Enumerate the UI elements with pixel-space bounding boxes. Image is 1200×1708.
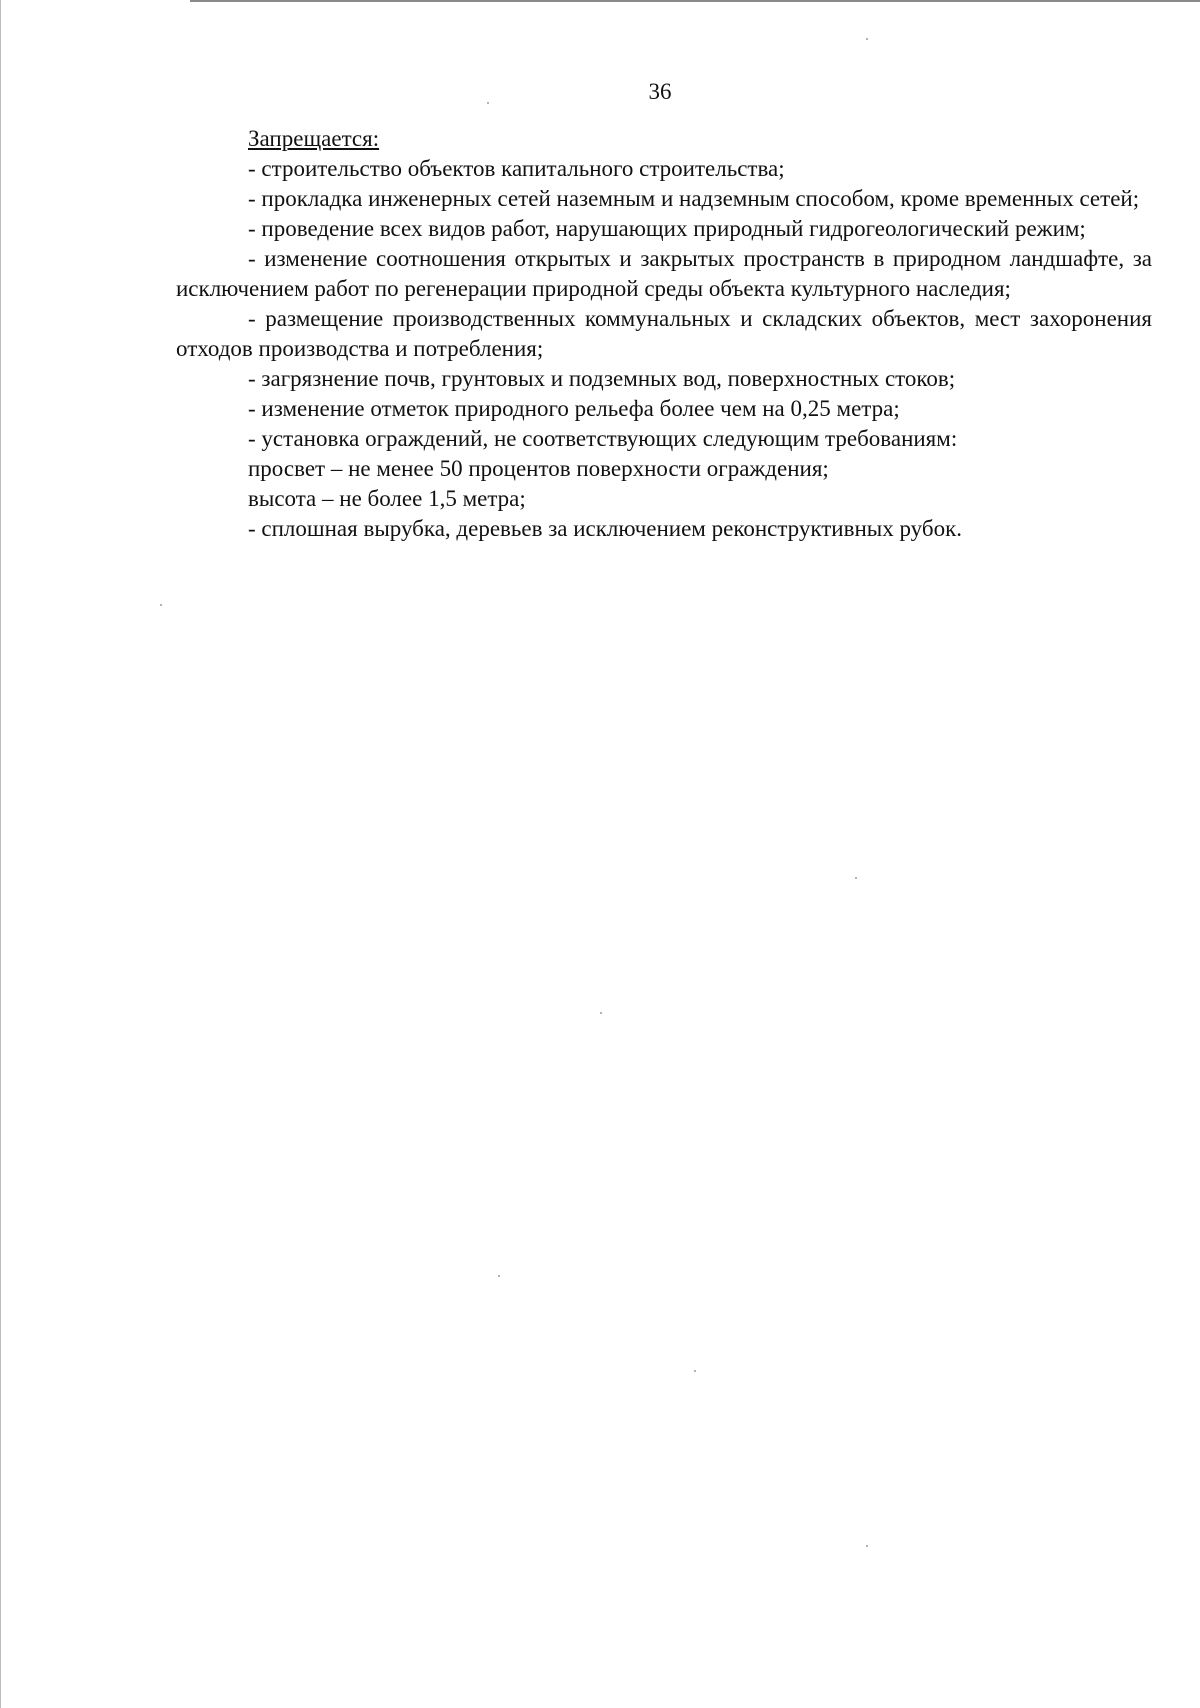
scan-speck (498, 1275, 500, 1277)
scan-speck (694, 1370, 696, 1372)
list-item: - проведение всех видов работ, нарушающих природный гидрогеологический режим; (248, 216, 1086, 241)
list-item: - строительство объектов капитального строительства; (248, 156, 785, 181)
list-item: - изменение отметок природного рельефа более чем на 0,25 метра; (248, 396, 900, 421)
scan-speck (160, 604, 162, 606)
scan-top-edge (190, 0, 1200, 2)
scan-speck (600, 1012, 602, 1014)
page-number: 36 (648, 79, 672, 104)
scan-speck (487, 102, 489, 104)
list-item: высота – не более 1,5 метра; (248, 486, 526, 511)
scan-left-edge (0, 0, 1, 1708)
list-item: - сплошная вырубка, деревьев за исключением реконструктивных рубок. (248, 516, 962, 541)
scan-speck (855, 877, 857, 879)
list-item: - изменение соотношения открытых и закрытых пространств в природном ландшафте, за исключением работ по регенерации природной среды объекта культурного наследия; (176, 246, 1152, 301)
scan-speck (866, 38, 868, 40)
list-item: - загрязнение почв, грунтовых и подземных вод, поверхностных стоков; (248, 366, 956, 391)
list-item: - прокладка инженерных сетей наземным и надземным способом, кроме временных сетей; (248, 186, 1140, 211)
list-item: - установка ограждений, не соответствующих следующим требованиям: (248, 426, 958, 451)
list-item: просвет – не менее 50 процентов поверхности ограждения; (248, 456, 829, 481)
section-body (176, 124, 1152, 544)
scan-speck (866, 1545, 868, 1547)
section-heading: Запрещается: (248, 126, 380, 151)
list-item: - размещение производственных коммунальных и складских объектов, мест захоронения отходов производства и потребления; (176, 306, 1152, 361)
